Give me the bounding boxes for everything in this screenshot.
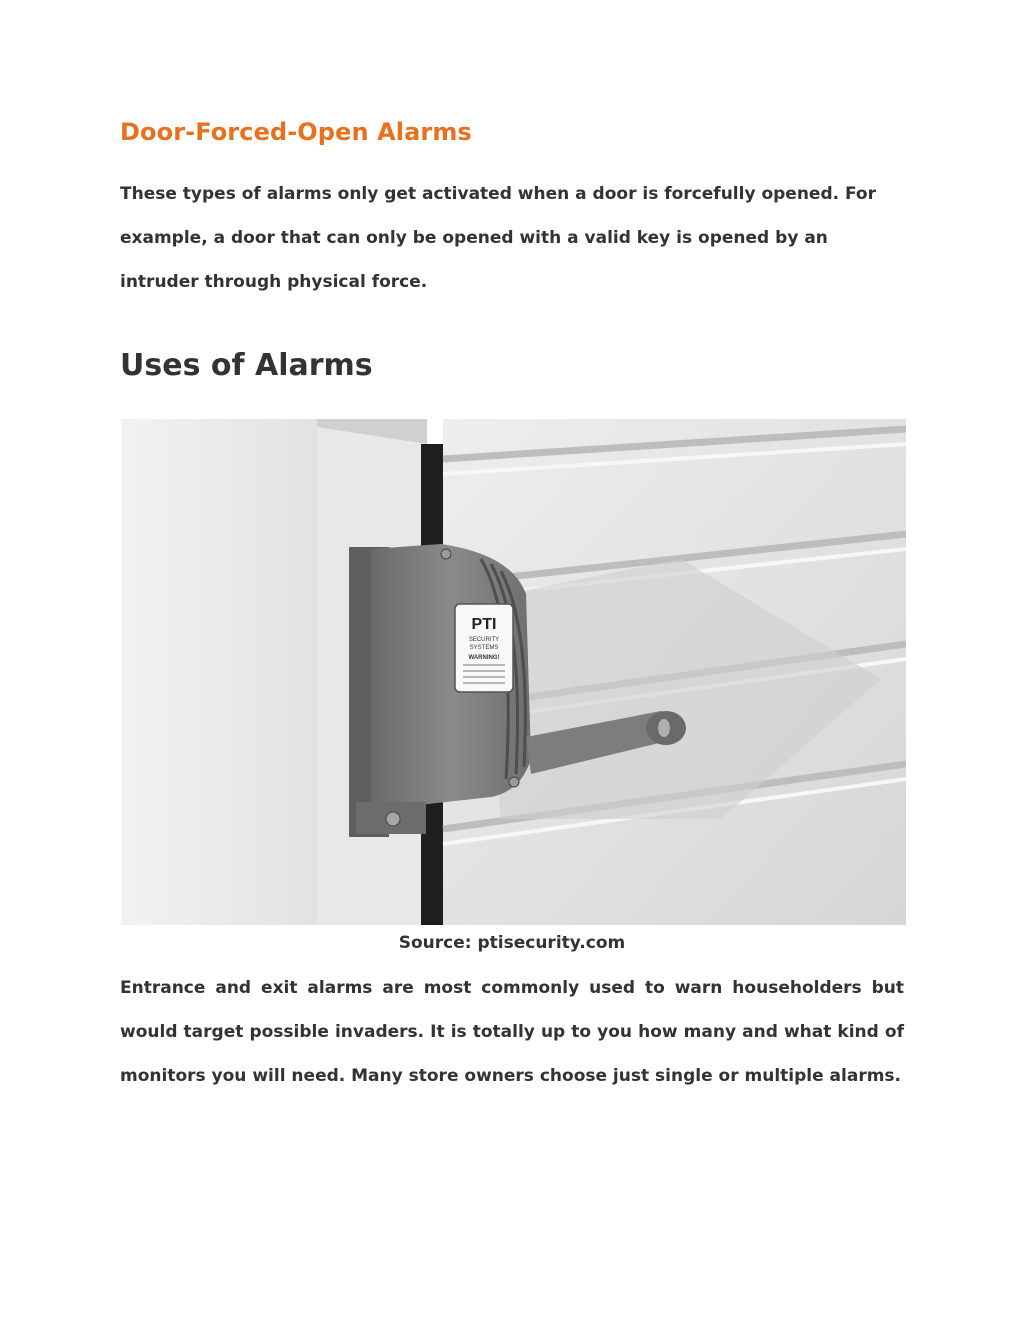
label-line2-text: SYSTEMS: [469, 645, 499, 651]
section-heading-door-forced-open: Door-Forced-Open Alarms: [120, 118, 472, 146]
door-forced-open-paragraph: These types of alarms only get activated when a door is forcefully opened. For example, a door that can only be opened with a valid key is opened by an intruder through physical force.: [120, 184, 876, 292]
label-line1-text: SECURITY: [468, 637, 500, 643]
uses-of-alarms-paragraph: Entrance and exit alarms are most commonly used to warn householders but would target possible invaders. It is totally up to you how many and what kind of monitors you will need. Many store owners choose just single or multiple alarms.: [120, 978, 904, 1086]
section-heading-uses-of-alarms: Uses of Alarms: [120, 348, 373, 383]
door-alarm-photo: [121, 419, 906, 925]
label-warning-text: WARNING!: [468, 655, 500, 661]
label-brand-text: PTI: [471, 616, 497, 633]
image-caption: Source: ptisecurity.com: [398, 933, 626, 953]
